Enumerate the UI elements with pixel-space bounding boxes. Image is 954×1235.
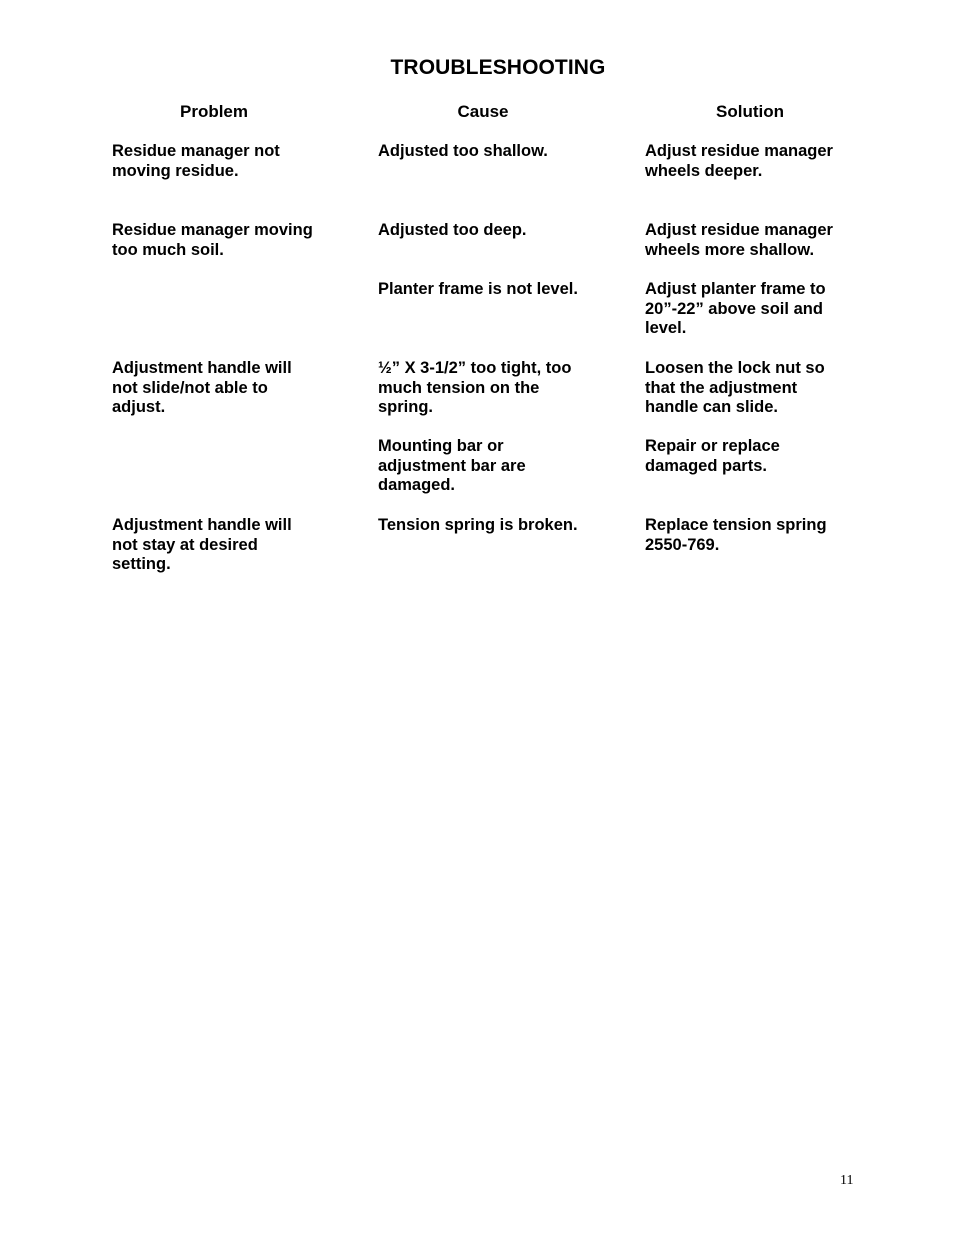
solution-cell: Adjust planter frame to 20”-22” above soil and level.: [645, 280, 826, 338]
cause-cell: Mounting bar or adjustment bar are damaged.: [378, 437, 526, 495]
solution-cell: Adjust residue manager wheels more shallow.: [645, 221, 833, 259]
problem-cell: Adjustment handle will not slide/not able to adjust.: [112, 359, 292, 417]
cause-cell: Tension spring is broken.: [378, 516, 578, 534]
page-number: 11: [840, 1173, 854, 1188]
cause-cell: ½” X 3-1/2” too tight, too much tension on the spring.: [378, 359, 572, 417]
page-title: TROUBLESHOOTING: [390, 56, 606, 79]
column-header-solution: Solution: [716, 102, 784, 121]
column-header-problem: Problem: [179, 102, 249, 121]
solution-cell: Adjust residue manager wheels deeper.: [645, 142, 833, 180]
problem-cell: Residue manager moving too much soil.: [112, 221, 313, 259]
problem-cell: Adjustment handle will not stay at desired setting.: [112, 516, 292, 574]
solution-cell: Repair or replace damaged parts.: [645, 437, 780, 475]
cause-cell: Adjusted too shallow.: [378, 142, 548, 160]
problem-cell: Residue manager not moving residue.: [112, 142, 280, 180]
solution-cell: Loosen the lock nut so that the adjustment handle can slide.: [645, 359, 825, 417]
cause-cell: Planter frame is not level.: [378, 280, 578, 298]
column-header-cause: Cause: [457, 102, 509, 121]
solution-cell: Replace tension spring 2550-769.: [645, 516, 827, 554]
cause-cell: Adjusted too deep.: [378, 221, 527, 239]
